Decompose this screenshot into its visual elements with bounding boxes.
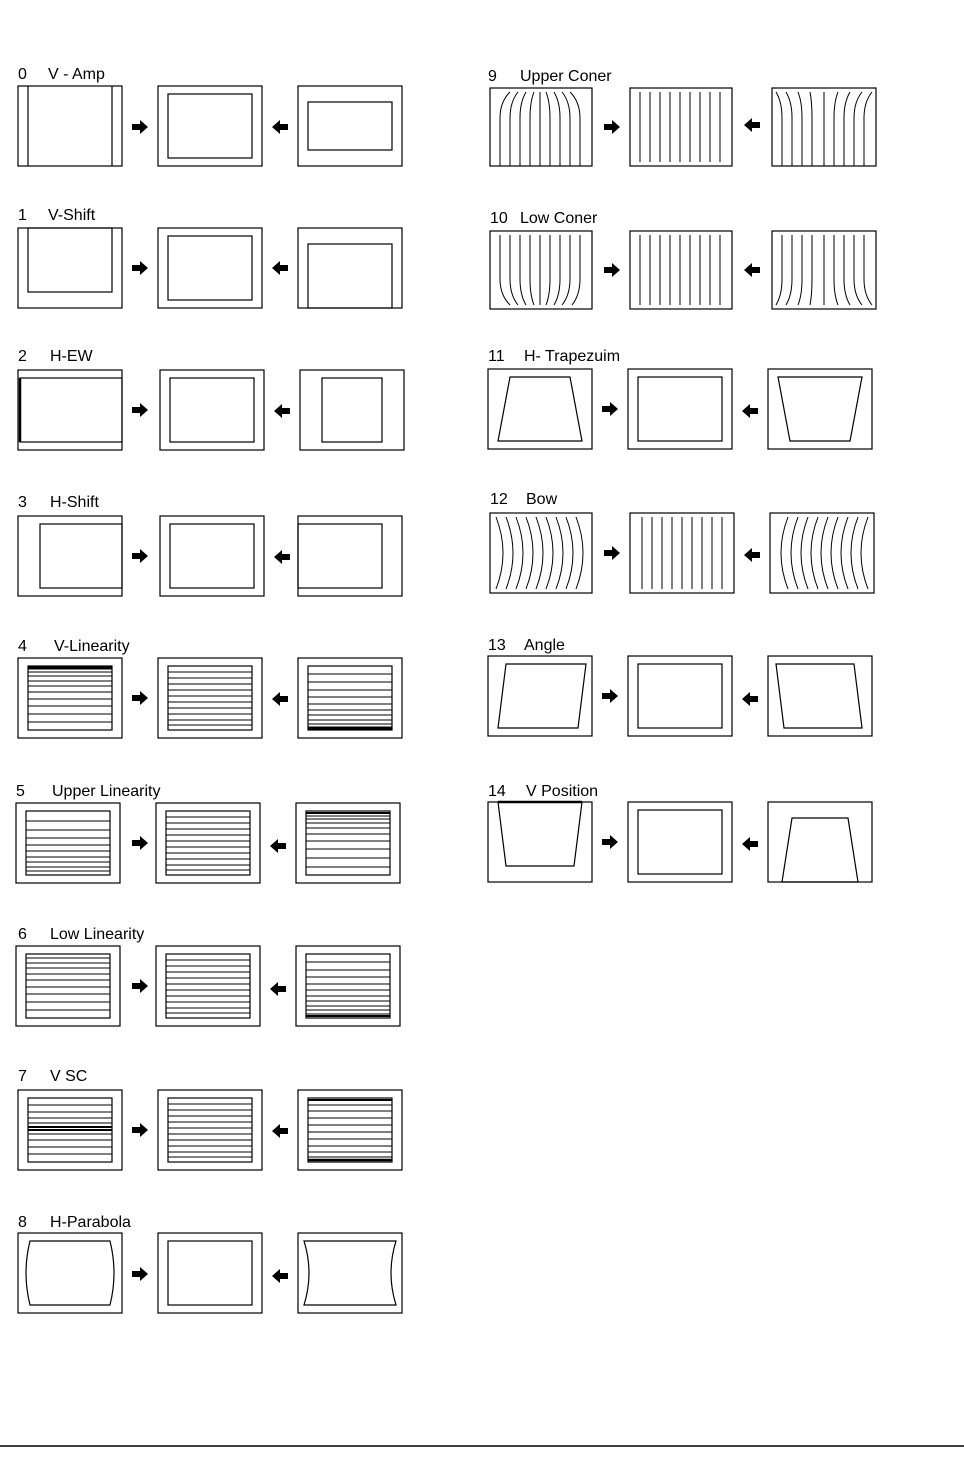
adjustment-13-distorted-a [488, 656, 592, 736]
adjustment-3-distorted-b [298, 516, 402, 596]
adjustment-12 [490, 491, 874, 593]
adjustment-6-number: 6 [18, 926, 27, 943]
adjustment-1-correct [158, 228, 262, 308]
adjustment-0-distorted-a [18, 86, 122, 166]
adjustment-8-number: 8 [18, 1214, 27, 1231]
adjustment-4-distorted-a [18, 658, 122, 738]
arrow-right-icon [604, 120, 620, 134]
adjustment-4-correct [158, 658, 262, 738]
arrow-right-icon [604, 546, 620, 560]
arrow-right-icon [602, 689, 618, 703]
adjustment-13 [488, 637, 872, 736]
adjustment-0 [18, 66, 402, 166]
arrow-right-icon [132, 691, 148, 705]
adjustment-13-correct [628, 656, 732, 736]
adjustment-12-distorted-b [770, 513, 874, 593]
adjustment-1-number: 1 [18, 207, 27, 224]
adjustment-9 [488, 68, 876, 166]
adjustment-4-distorted-b [298, 658, 402, 738]
adjustment-9-correct [630, 88, 732, 166]
arrow-right-icon [132, 1123, 148, 1137]
adjustment-4-name: V-Linearity [54, 638, 130, 655]
adjustment-10-correct [630, 231, 732, 309]
adjustment-2 [18, 348, 404, 450]
adjustment-7-correct [158, 1090, 262, 1170]
adjustment-14 [488, 783, 872, 882]
arrow-left-icon [272, 1124, 288, 1138]
adjustment-13-distorted-b [768, 656, 872, 736]
adjustment-4 [18, 638, 402, 738]
adjustment-12-correct [630, 513, 734, 593]
adjustment-7-distorted-b [298, 1090, 402, 1170]
arrow-left-icon [272, 692, 288, 706]
adjustment-14-distorted-a [488, 802, 592, 882]
adjustment-7 [18, 1068, 402, 1170]
arrow-left-icon [272, 261, 288, 275]
arrow-left-icon [744, 263, 760, 277]
arrow-left-icon [274, 404, 290, 418]
adjustment-2-distorted-b [300, 370, 404, 450]
adjustment-6 [16, 926, 400, 1026]
adjustment-5-distorted-b [296, 803, 400, 883]
adjustment-6-name: Low Linearity [50, 926, 145, 943]
adjustment-5-number: 5 [16, 783, 25, 800]
adjustment-11-number: 11 [488, 348, 505, 365]
adjustment-6-correct [156, 946, 260, 1026]
adjustment-0-correct [158, 86, 262, 166]
arrow-left-icon [270, 839, 286, 853]
adjustment-13-number: 13 [488, 637, 506, 654]
adjustment-5-correct [156, 803, 260, 883]
adjustment-0-number: 0 [18, 66, 27, 83]
arrow-left-icon [744, 548, 760, 562]
adjustment-3 [18, 494, 402, 596]
adjustment-7-name: V SC [50, 1068, 88, 1085]
arrow-right-icon [604, 263, 620, 277]
adjustment-7-distorted-a [18, 1090, 122, 1170]
arrow-left-icon [270, 982, 286, 996]
adjustment-2-distorted-a [18, 370, 122, 450]
adjustment-9-name: Upper Coner [520, 68, 612, 85]
adjustment-9-number: 9 [488, 68, 497, 85]
adjustment-10-name: Low Coner [520, 210, 598, 227]
adjustment-10 [490, 210, 876, 309]
arrow-left-icon [274, 550, 290, 564]
adjustment-8-distorted-b [298, 1233, 402, 1313]
adjustment-10-number: 10 [490, 210, 508, 227]
adjustment-5-distorted-a [16, 803, 120, 883]
arrow-right-icon [132, 120, 148, 134]
adjustment-8-name: H-Parabola [50, 1214, 131, 1231]
adjustment-8-distorted-a [18, 1233, 122, 1313]
adjustment-14-number: 14 [488, 783, 506, 800]
adjustment-9-distorted-a [490, 88, 592, 166]
adjustment-1-distorted-b [298, 228, 402, 308]
arrow-left-icon [272, 1269, 288, 1283]
adjustment-12-name: Bow [526, 491, 558, 508]
adjustment-11-correct [628, 369, 732, 449]
adjustment-2-number: 2 [18, 348, 27, 365]
adjustment-8 [18, 1214, 402, 1313]
adjustment-11-distorted-b [768, 369, 872, 449]
adjustment-14-distorted-b [768, 802, 872, 882]
adjustment-8-correct [158, 1233, 262, 1313]
adjustment-3-name: H-Shift [50, 494, 99, 511]
adjustment-12-number: 12 [490, 491, 508, 508]
adjustment-7-number: 7 [18, 1068, 27, 1085]
adjustment-14-name: V Position [526, 783, 599, 800]
adjustment-3-correct [160, 516, 264, 596]
adjustment-9-distorted-b [772, 88, 876, 166]
arrow-left-icon [742, 404, 758, 418]
arrow-right-icon [132, 979, 148, 993]
adjustment-6-distorted-b [296, 946, 400, 1026]
adjustment-5-name: Upper Linearity [52, 783, 161, 800]
arrow-right-icon [132, 1267, 148, 1281]
arrow-left-icon [742, 692, 758, 706]
adjustment-2-name: H-EW [50, 348, 93, 365]
adjustment-11-name: H- Trapezuim [524, 348, 621, 365]
adjustment-10-distorted-b [772, 231, 876, 309]
adjustment-3-distorted-a [18, 516, 122, 596]
arrow-right-icon [602, 402, 618, 416]
adjustment-4-number: 4 [18, 638, 27, 655]
arrow-right-icon [602, 835, 618, 849]
arrow-left-icon [744, 118, 760, 132]
adjustment-1-name: V-Shift [48, 207, 96, 224]
adjustment-6-distorted-a [16, 946, 120, 1026]
adjustment-10-distorted-a [490, 231, 592, 309]
adjustment-3-number: 3 [18, 494, 27, 511]
adjustment-2-correct [160, 370, 264, 450]
arrow-left-icon [742, 837, 758, 851]
adjustment-0-distorted-b [298, 86, 402, 166]
arrow-right-icon [132, 836, 148, 850]
arrow-right-icon [132, 403, 148, 417]
adjustment-11 [488, 348, 872, 449]
adjustment-1 [18, 207, 402, 308]
adjustment-5 [16, 783, 400, 883]
adjustment-0-name: V - Amp [48, 66, 105, 83]
adjustment-14-correct [628, 802, 732, 882]
arrow-left-icon [272, 120, 288, 134]
adjustment-13-name: Angle [524, 637, 565, 654]
arrow-right-icon [132, 549, 148, 563]
adjustment-11-distorted-a [488, 369, 592, 449]
arrow-right-icon [132, 261, 148, 275]
adjustment-1-distorted-a [18, 228, 122, 308]
adjustment-12-distorted-a [490, 513, 592, 593]
